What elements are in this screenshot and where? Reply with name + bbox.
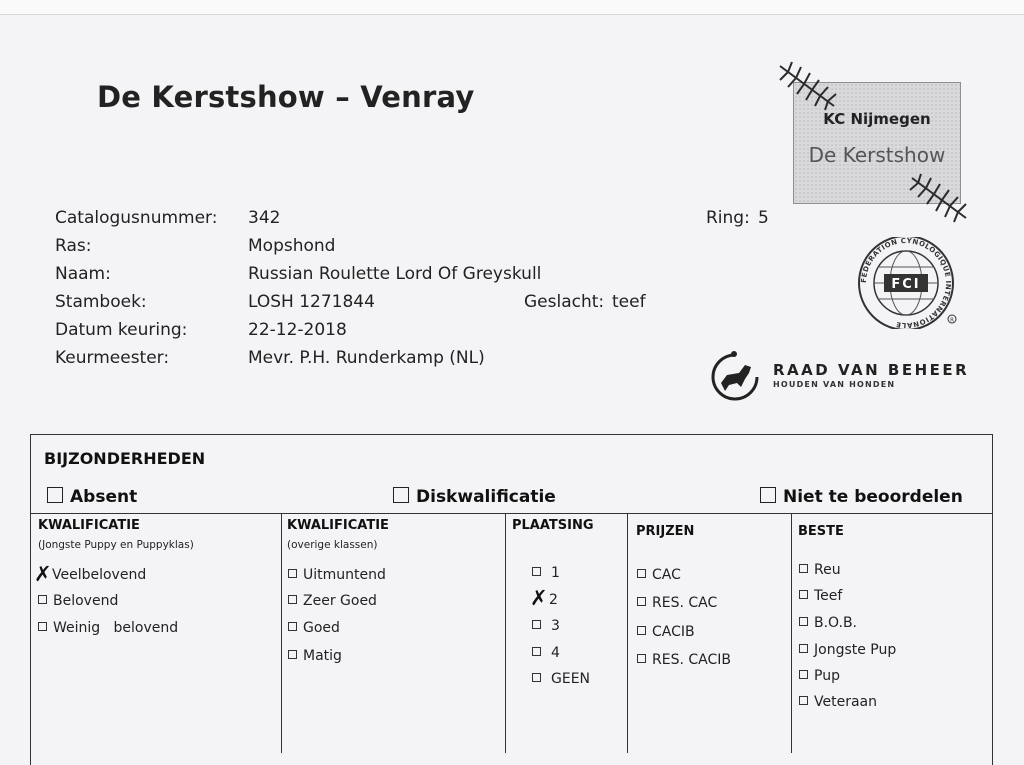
paper-top-edge xyxy=(0,0,1024,15)
date-value: 22-12-2018 xyxy=(248,320,347,340)
checkbox-box xyxy=(532,647,541,656)
checkbox-box xyxy=(393,487,409,503)
section-title: BIJZONDERHEDEN xyxy=(44,449,206,468)
option-place-2[interactable]: 2 xyxy=(549,592,558,608)
judge-value: Mevr. P.H. Runderkamp (NL) xyxy=(248,348,485,368)
column-divider xyxy=(505,513,506,753)
option-bob[interactable]: B.O.B. xyxy=(799,615,857,631)
option-zeer-goed[interactable]: Zeer Goed xyxy=(288,593,377,609)
judge-label: Keurmeester: xyxy=(55,348,170,368)
checkbox-box xyxy=(532,620,541,629)
absent-label: Absent xyxy=(70,487,138,507)
option-weinig-belovend[interactable]: Weinig belovend xyxy=(38,620,178,636)
option-goed[interactable]: Goed xyxy=(288,620,340,636)
logo-show-name: De Kerstshow xyxy=(808,143,946,167)
not-judged-label: Niet te beoordelen xyxy=(783,487,963,507)
column-divider xyxy=(791,513,792,753)
checkbox-box xyxy=(760,487,776,503)
check-mark-icon: ✗ xyxy=(34,562,52,586)
pine-branch-icon xyxy=(774,58,846,116)
checkbox-box xyxy=(288,650,297,659)
breed-value: Mopshond xyxy=(248,236,336,256)
col-prizes-header: PRIJZEN xyxy=(636,524,695,539)
checkbox-box xyxy=(38,622,47,631)
logo-club-name: KC Nijmegen xyxy=(823,110,931,128)
ring-label: Ring: xyxy=(706,208,750,228)
pine-branch-icon xyxy=(900,170,972,226)
option-belovend[interactable]: Belovend xyxy=(38,593,118,609)
raad-van-beheer-tagline: HOUDEN VAN HONDEN xyxy=(773,380,896,389)
fci-logo xyxy=(856,237,960,329)
option-veelbelovend[interactable]: Veelbelovend xyxy=(52,567,147,583)
col-best-header: BESTE xyxy=(798,524,844,539)
option-uitmuntend[interactable]: Uitmuntend xyxy=(288,567,386,583)
breed-label: Ras: xyxy=(55,236,92,256)
studbook-label: Stamboek: xyxy=(55,292,147,312)
checkbox-box xyxy=(799,696,808,705)
checkbox-box xyxy=(637,597,646,606)
checkbox-box xyxy=(799,590,808,599)
checkbox-box xyxy=(532,567,541,576)
disqualification-label: Diskwalificatie xyxy=(416,487,556,507)
option-reu[interactable]: Reu xyxy=(799,562,841,578)
not-judged-checkbox[interactable] xyxy=(760,487,963,507)
option-res-cacib[interactable]: RES. CACIB xyxy=(637,652,731,668)
ring-value: 5 xyxy=(758,208,769,228)
checkbox-box xyxy=(288,622,297,631)
checkbox-box xyxy=(288,569,297,578)
option-veteraan[interactable]: Veteraan xyxy=(799,694,877,710)
checkbox-box xyxy=(637,569,646,578)
option-pup[interactable]: Pup xyxy=(799,668,840,684)
checkbox-box xyxy=(637,654,646,663)
page-title: De Kerstshow – Venray xyxy=(97,80,475,114)
option-matig[interactable]: Matig xyxy=(288,648,342,664)
studbook-value: LOSH 1271844 xyxy=(248,292,375,312)
option-teef[interactable]: Teef xyxy=(799,588,842,604)
col-qualification-puppy-sub: (Jongste Puppy en Puppyklas) xyxy=(38,539,194,551)
col-qualification-other-header: KWALIFICATIE xyxy=(287,518,389,533)
checkbox-box xyxy=(637,626,646,635)
column-divider xyxy=(281,513,282,753)
sex-value: teef xyxy=(612,292,646,312)
name-value: Russian Roulette Lord Of Greyskull xyxy=(248,264,542,284)
divider xyxy=(30,513,992,514)
checkbox-box xyxy=(288,595,297,604)
catalog-label: Catalogusnummer: xyxy=(55,208,218,228)
checkbox-box xyxy=(799,670,808,679)
checkbox-box xyxy=(799,564,808,573)
option-cac[interactable]: CAC xyxy=(637,567,681,583)
column-divider xyxy=(627,513,628,753)
raad-van-beheer-name: RAAD VAN BEHEER xyxy=(773,361,970,379)
name-label: Naam: xyxy=(55,264,111,284)
svg-text:R: R xyxy=(950,317,954,324)
check-mark-icon: ✗ xyxy=(530,586,548,610)
col-qualification-puppy-header: KWALIFICATIE xyxy=(38,518,140,533)
fci-ring-text: FEDERATION CYNOLOGIQUE INTERNATIONALE xyxy=(859,237,953,329)
fci-logo-text: FCI xyxy=(891,277,921,292)
option-res-cac[interactable]: RES. CAC xyxy=(637,595,717,611)
checkbox-box xyxy=(799,644,808,653)
option-jongste-pup[interactable]: Jongste Pup xyxy=(799,642,896,658)
option-place-3[interactable]: 3 xyxy=(532,618,560,634)
date-label: Datum keuring: xyxy=(55,320,188,340)
checkbox-box xyxy=(38,595,47,604)
absent-checkbox[interactable] xyxy=(47,487,137,507)
option-place-4[interactable]: 4 xyxy=(532,645,560,661)
sex-label: Geslacht: xyxy=(524,292,605,312)
dog-logo-icon xyxy=(707,349,763,405)
disqualification-checkbox[interactable] xyxy=(393,487,556,507)
checkbox-box xyxy=(532,673,541,682)
option-place-none[interactable]: GEEN xyxy=(532,671,590,687)
option-cacib[interactable]: CACIB xyxy=(637,624,695,640)
assessment-form xyxy=(30,434,993,765)
catalog-value: 342 xyxy=(248,208,281,228)
checkbox-box xyxy=(799,617,808,626)
col-placement-header: PLAATSING xyxy=(512,518,594,533)
checkbox-box xyxy=(47,487,63,503)
col-qualification-other-sub: (overige klassen) xyxy=(287,539,378,551)
option-place-1[interactable]: 1 xyxy=(532,565,560,581)
